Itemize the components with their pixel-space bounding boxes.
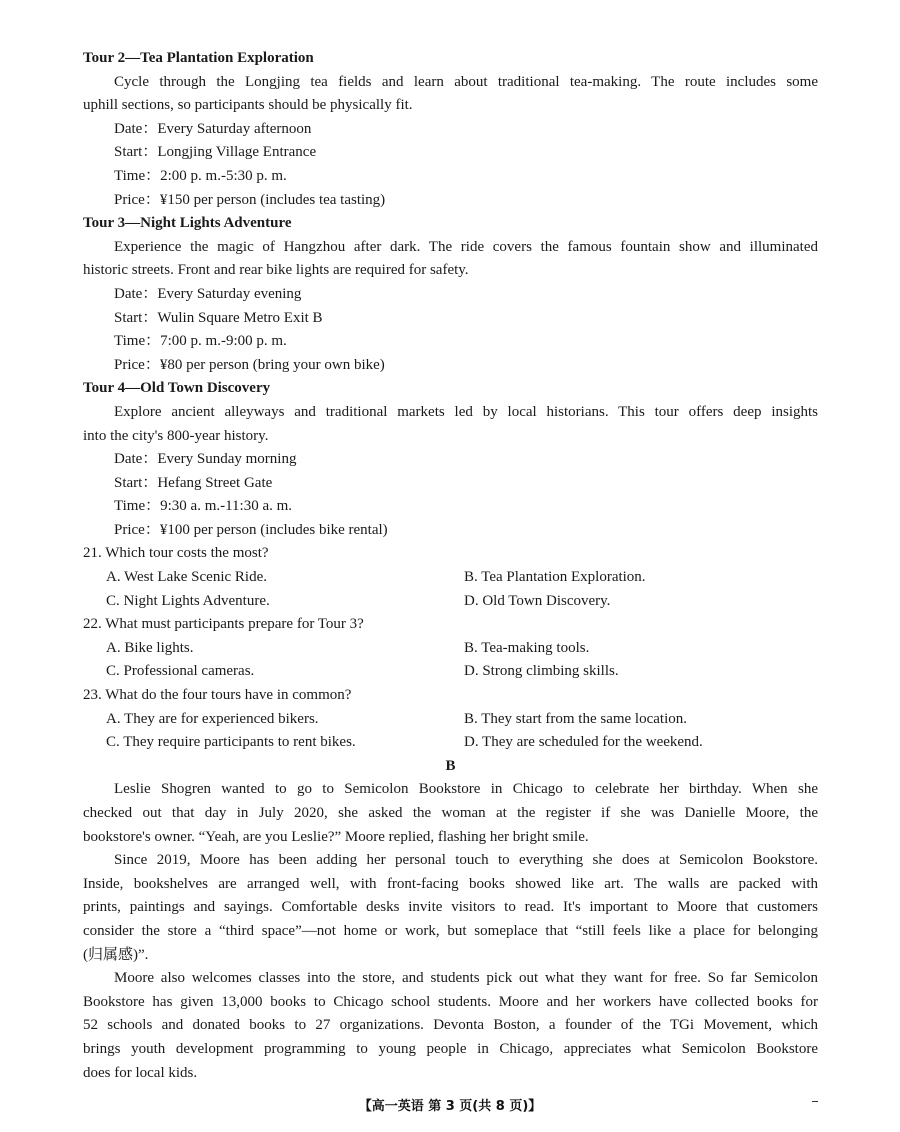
- tour-description-line: historic streets. Front and rear bike lights are required for safety.: [83, 262, 469, 279]
- section-heading: B: [445, 757, 456, 774]
- option-row: [83, 660, 818, 684]
- tour-start: Start：Wulin Square Metro Exit B: [114, 309, 323, 326]
- passage-line: consider the store a “third space”—not home or work, but someplace that “still feels like a place for belonging: [83, 922, 818, 939]
- option-row: [83, 731, 818, 755]
- passage-line: Leslie Shogren wanted to go to Semicolon Bookstore in Chicago to celebrate her birthday. When she: [114, 781, 818, 798]
- option-c: C. Professional cameras.: [106, 663, 255, 680]
- corner-mark: [812, 1101, 818, 1102]
- question-stem: 21. Which tour costs the most?: [83, 545, 269, 562]
- option-c: C. They require participants to rent bikes.: [106, 734, 356, 751]
- tour-description-line: Cycle through the Longjing tea fields and learn about traditional tea-making. The route includes some: [114, 73, 818, 90]
- passage-line: 52 schools and donated books to 27 organizations. Devonta Boston, a founder of the TGi Movement, which: [83, 1017, 818, 1034]
- tour-description-line: into the city's 800-year history.: [83, 427, 269, 444]
- passage-line: (归属感)”.: [83, 946, 149, 963]
- tour-date: Date：Every Sunday morning: [114, 451, 297, 468]
- tour-time: Time：2:00 p. m.-5:30 p. m.: [114, 167, 287, 184]
- question-stem: 23. What do the four tours have in common?: [83, 687, 352, 704]
- tour-date: Date：Every Saturday evening: [114, 285, 302, 302]
- option-a: A. They are for experienced bikers.: [106, 710, 319, 727]
- option-a: A. Bike lights.: [106, 639, 194, 656]
- tour-date: Date：Every Saturday afternoon: [114, 120, 312, 137]
- tour-title: Tour 3—Night Lights Adventure: [83, 215, 292, 232]
- option-b: B. Tea Plantation Exploration.: [464, 569, 646, 586]
- passage-line: Bookstore has given 13,000 books to Chicago school students. Moore and her workers have collected books for: [83, 993, 818, 1010]
- tour-title: Tour 4—Old Town Discovery: [83, 380, 271, 397]
- passage-line: Moore also welcomes classes into the store, and students pick out what they want for free. So far Semicolon: [114, 970, 818, 987]
- tour-title: Tour 2—Tea Plantation Exploration: [83, 50, 314, 66]
- option-row: [83, 590, 818, 614]
- option-b: B. Tea-making tools.: [464, 639, 590, 656]
- option-d: D. They are scheduled for the weekend.: [464, 734, 703, 751]
- tour-time: Time：7:00 p. m.-9:00 p. m.: [114, 333, 287, 350]
- passage-line: prints, paintings and sayings. Comfortable desks invite visitors to read. It's important to Moore that customers: [83, 899, 818, 916]
- exam-page: [83, 47, 818, 1085]
- passage-line: does for local kids.: [83, 1064, 198, 1081]
- tour-price: Price：¥100 per person (includes bike rental): [114, 521, 388, 538]
- option-row: [83, 637, 818, 661]
- option-b: B. They start from the same location.: [464, 710, 688, 727]
- option-d: D. Strong climbing skills.: [464, 663, 619, 680]
- tour-description-line: Explore ancient alleyways and traditional markets led by local historians. This tour offers deep insights: [114, 403, 818, 420]
- tour-time: Time：9:30 a. m.-11:30 a. m.: [114, 498, 293, 515]
- option-row: [83, 566, 818, 590]
- tour-price: Price：¥150 per person (includes tea tasting): [114, 191, 386, 208]
- tour-description-line: uphill sections, so participants should be physically fit.: [83, 97, 413, 114]
- option-c: C. Night Lights Adventure.: [106, 592, 270, 609]
- tour-price: Price：¥80 per person (bring your own bike): [114, 356, 385, 373]
- option-row: [83, 708, 818, 732]
- question-stem: 22. What must participants prepare for Tour 3?: [83, 616, 364, 633]
- passage-line: brings youth development programming to young people in Chicago, appreciates what Semicolon Bookstore: [83, 1040, 818, 1057]
- page-footer: 【高一英语 第 3 页(共 8 页)】: [358, 1099, 542, 1114]
- tour-start: Start：Longjing Village Entrance: [114, 144, 317, 161]
- option-a: A. West Lake Scenic Ride.: [106, 569, 267, 586]
- option-d: D. Old Town Discovery.: [464, 592, 611, 609]
- passage-line: bookstore's owner. “Yeah, are you Leslie?” Moore replied, flashing her bright smile.: [83, 828, 589, 845]
- passage-line: checked out that day in July 2020, she asked the woman at the register if she was Danielle Moore, the: [83, 805, 818, 821]
- tour-start: Start：Hefang Street Gate: [114, 474, 273, 491]
- passage-line: Since 2019, Moore has been adding her personal touch to everything she does at Semicolon Bookstore.: [114, 852, 818, 869]
- tour-description-line: Experience the magic of Hangzhou after dark. The ride covers the famous fountain show and illuminated: [114, 238, 818, 255]
- passage-line: Inside, bookshelves are arranged well, with front-facing books showed like art. The walls are packed with: [83, 875, 818, 892]
